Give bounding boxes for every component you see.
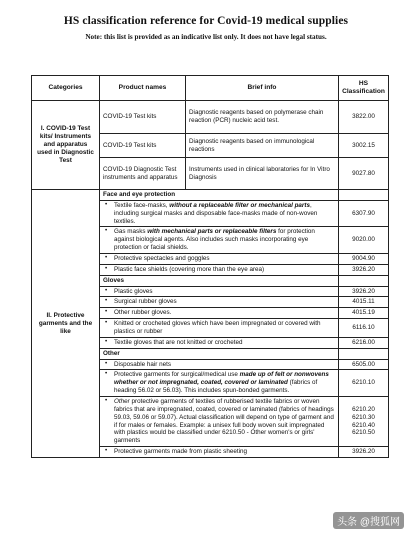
- subheader-gloves: Gloves: [100, 275, 339, 286]
- brief-info: Diagnostic reagents based on immunological reactions: [186, 134, 339, 158]
- header-product-names: Product names: [100, 76, 186, 101]
- hs-code: 3926.20: [339, 447, 389, 458]
- subheader-other: Other: [100, 348, 339, 359]
- header-categories: Categories: [32, 76, 100, 101]
- product-name: COVID-19 Test kits: [100, 101, 186, 134]
- subheader-face-eye: Face and eye protection: [100, 190, 339, 201]
- hs-code: 3926.20: [339, 286, 389, 297]
- document-title: HS classification reference for Covid-19 medical supplies: [63, 15, 349, 27]
- watermark: 头条 @搜狐网: [333, 512, 404, 529]
- hs-code: 3926.20: [339, 264, 389, 275]
- hs-code: 6210.10: [339, 370, 389, 397]
- item-knitted-gloves: • Knitted or crocheted gloves which have been impregnated or covered with plastics or rubber: [100, 319, 339, 338]
- item-other-rubber-gloves: • Other rubber gloves.: [100, 308, 339, 319]
- hs-code-list: [339, 397, 389, 447]
- hs-code: 6210.50: [352, 429, 375, 437]
- hs-code: 3002.15: [339, 134, 389, 158]
- hs-code: 6210.40: [352, 421, 375, 429]
- brief-info: Instruments used in clinical laboratories for In Vitro Diagnosis: [186, 158, 339, 190]
- product-name: COVID-19 Diagnostic Test instruments and apparatus: [100, 158, 186, 190]
- item-surgical-rubber-gloves: • Surgical rubber gloves: [100, 297, 339, 308]
- product-name: COVID-19 Test kits: [100, 134, 186, 158]
- item-gas-masks: • Gas masks with mechanical parts or replaceable filters for protection against biological agents. Also includes such masks incorporating eye protection or facial shields.: [100, 227, 339, 254]
- item-plastic-gloves: • Plastic gloves: [100, 286, 339, 297]
- table-header-row: [32, 76, 389, 101]
- category-test-kits: I. COVID-19 Test kits/ Instruments and apparatus used in Diagnostic Test: [32, 101, 100, 190]
- subheader-row: [32, 190, 389, 201]
- item-surgical-garments: • Protective garments for surgical/medical use made up of felt or nonwovens whether or not impregnated, coated, covered or laminated (fabrics of heading 56.02 or 56.03). This includes spun-bonded garments.: [100, 370, 339, 397]
- hs-code: 6216.00: [339, 337, 389, 348]
- document-note: Note: this list is provided as an indicative list only. It does not have legal status.: [85, 33, 327, 41]
- hs-code: 6307.90: [339, 200, 389, 227]
- item-rubberised-garments: • Other protective garments of textiles of rubberised textile fabrics or woven fabrics that are impregnated, coated, covered or laminated (fabrics of headings 59.03, 59.06 or 59.07). Actual classification will depend on type of garment and if for males or females. Example: a unisex full body woven suit impregnated with plastics would be classified under 6210.50 - Other women's or girls' garments: [100, 397, 339, 447]
- hs-code: 4015.11: [339, 297, 389, 308]
- item-textile-face-masks: • Textile face-masks, without a replaceable filter or mechanical parts, including surgical masks and disposable face-masks made of non-woven textiles.: [100, 200, 339, 227]
- item-hair-nets: • Disposable hair nets: [100, 359, 339, 370]
- hs-classification-table: [31, 75, 389, 458]
- hs-code: 6210.30: [352, 413, 375, 421]
- hs-code: 9004.90: [339, 254, 389, 265]
- header-hs-classification: HS Classification: [339, 76, 389, 101]
- empty-cell: [339, 275, 389, 286]
- table-row: [32, 101, 389, 134]
- header-brief-info: Brief info: [186, 76, 339, 101]
- brief-info: Diagnostic reagents based on polymerase chain reaction (PCR) nucleic acid test.: [186, 101, 339, 134]
- item-face-shields: • Plastic face shields (covering more than the eye area): [100, 264, 339, 275]
- hs-code: 3822.00: [339, 101, 389, 134]
- hs-code: 9020.00: [339, 227, 389, 254]
- hs-code: 4015.19: [339, 308, 389, 319]
- hs-code: 9027.80: [339, 158, 389, 190]
- empty-cell: [339, 348, 389, 359]
- category-protective-garments: II. Protective garments and the like: [32, 190, 100, 458]
- empty-cell: [339, 190, 389, 201]
- item-spectacles-goggles: • Protective spectacles and goggles: [100, 254, 339, 265]
- hs-code: 6505.00: [339, 359, 389, 370]
- item-plastic-sheeting-garments: • Protective garments made from plastic sheeting: [100, 447, 339, 458]
- hs-code: 6116.10: [339, 319, 389, 338]
- hs-code: 6210.20: [352, 405, 375, 413]
- item-textile-gloves: • Textile gloves that are not knitted or crocheted: [100, 337, 339, 348]
